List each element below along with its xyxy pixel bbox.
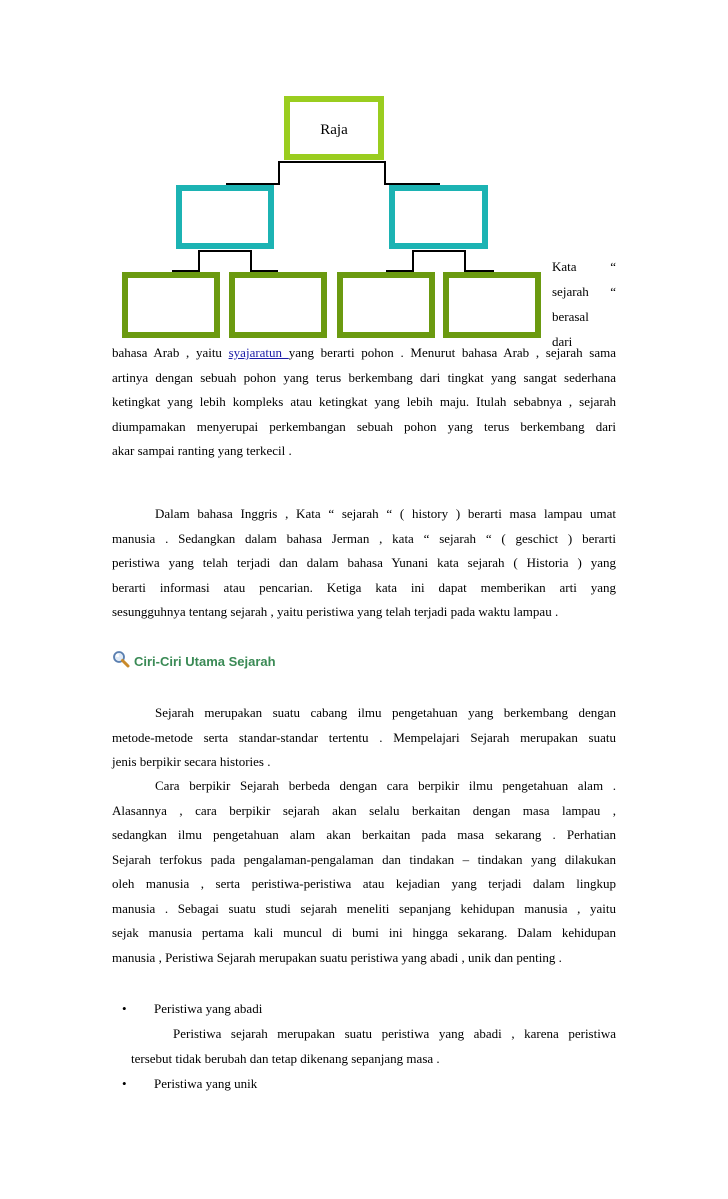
text-line: sesungguhnya tentang sejarah , yaitu peristiwa yang telah terjadi pada waktu lampau . (112, 604, 559, 619)
bullet-marker: • (122, 1076, 127, 1091)
text-line: Cara berpikir Sejarah berbeda dengan cara berpikir ilmu pengetahuan alam . (155, 778, 616, 793)
diagram-leaf-box-3 (337, 272, 435, 338)
section-heading (112, 650, 276, 673)
paragraph-2 (112, 502, 616, 625)
connector-line (278, 161, 386, 163)
text-line: peristiwa yang telah terjadi dan dalam bahasa Yunani kata sejarah ( Historia ) yang (112, 555, 616, 570)
list-item (122, 997, 262, 1021)
side-word: sejarah (552, 284, 589, 299)
text-line: metode-metode serta standar-standar tertentu . Mempelajari Sejarah merupakan suatu (112, 729, 616, 745)
text-line: manusia . Sebagai suatu studi sejarah meneliti sepanjang kehidupan manusia , yaitu (112, 900, 616, 916)
text-line: manusia , Peristiwa Sejarah merupakan suatu peristiwa yang abadi , unik dan penting . (112, 949, 562, 965)
diagram-leaf-box-2 (229, 272, 327, 338)
text-line: tersebut tidak berubah dan tetap dikenang sepanjang masa . (131, 1050, 440, 1066)
section-heading-text: Ciri-Ciri Utama Sejarah (134, 654, 276, 669)
diagram-leaf-box-4 (443, 272, 541, 338)
text-line: ketingkat yang lebih kompleks atau ketingkat yang lebih maju. Itulah sebabnya , sejarah (112, 394, 616, 409)
side-word: Kata (552, 259, 577, 274)
connector-line (278, 161, 280, 185)
list-item-text: Peristiwa yang abadi (154, 1001, 263, 1016)
text-line: Peristiwa sejarah merupakan suatu peristiwa yang abadi , karena peristiwa (173, 1026, 616, 1041)
text-line: bahasa Arab , yaitu syajaratun yang berarti pohon . Menurut bahasa Arab , sejarah sama (112, 345, 617, 360)
connector-line (198, 250, 200, 272)
list-item-text: Peristiwa yang unik (154, 1076, 258, 1091)
connector-line (198, 250, 252, 252)
paragraph-4 (112, 774, 616, 970)
side-quote: “ (610, 284, 616, 299)
list-item-description (131, 1022, 616, 1071)
text-line: diumpamakan menyerupai perkembangan sebuah pohon yang terus berkembang dari (112, 418, 616, 434)
side-word: berasal (552, 309, 589, 324)
text-line: oleh manusia , serta peristiwa-peristiwa atau kejadian yang terjadi dalam lingkup (112, 876, 616, 891)
connector-line (412, 250, 466, 252)
text-line: Sejarah merupakan suatu cabang ilmu pengetahuan yang berkembang dengan (155, 705, 616, 720)
diagram-leaf-box-1 (122, 272, 220, 338)
side-quote: “ (610, 259, 616, 274)
text-line: berarti informasi atau pencarian. Ketiga kata ini dapat memberikan arti yang (112, 579, 616, 595)
link-syajaratun[interactable]: syajaratun (228, 345, 289, 360)
paragraph-1 (112, 341, 616, 464)
text-line: akar sampai ranting yang terkecil . (112, 443, 292, 458)
search-icon (112, 650, 130, 673)
text-line: sejak manusia pertama kali muncul di bumi ini hingga sekarang. Dalam kehidupan (112, 925, 616, 940)
text-line: jenis berpikir secara histories . (112, 754, 271, 769)
side-word: dari (552, 334, 573, 349)
connector-line (464, 250, 466, 272)
connector-line (250, 250, 252, 272)
text-line: Sejarah terfokus pada pengalaman-pengalaman dan tindakan – tindakan yang dilakukan (112, 851, 616, 867)
diagram-root-box (284, 96, 384, 160)
side-text (552, 254, 616, 354)
diagram-child-box-right (389, 185, 488, 249)
diagram-root-label: Raja (320, 122, 348, 138)
list-item (122, 1072, 257, 1096)
connector-line (384, 161, 386, 185)
connector-line (412, 250, 414, 272)
text-line: Alasannya , cara berpikir sejarah akan selalu berkaitan dengan masa lampau , (112, 802, 616, 818)
text-line: sedangkan ilmu pengetahuan alam akan berkaitan pada masa sekarang . Perhatian (112, 827, 616, 842)
bullet-marker: • (122, 1001, 127, 1016)
text-line: artinya dengan sebuah pohon yang terus berkembang dari tingkat yang sangat sederhana (112, 369, 616, 385)
text-line: Dalam bahasa Inggris , Kata “ sejarah “ ( history ) berarti masa lampau umat (155, 506, 616, 521)
text-line: manusia . Sedangkan dalam bahasa Jerman , kata “ sejarah “ ( geschict ) berarti (112, 530, 616, 546)
paragraph-3 (112, 701, 616, 775)
diagram-child-box-left (176, 185, 274, 249)
